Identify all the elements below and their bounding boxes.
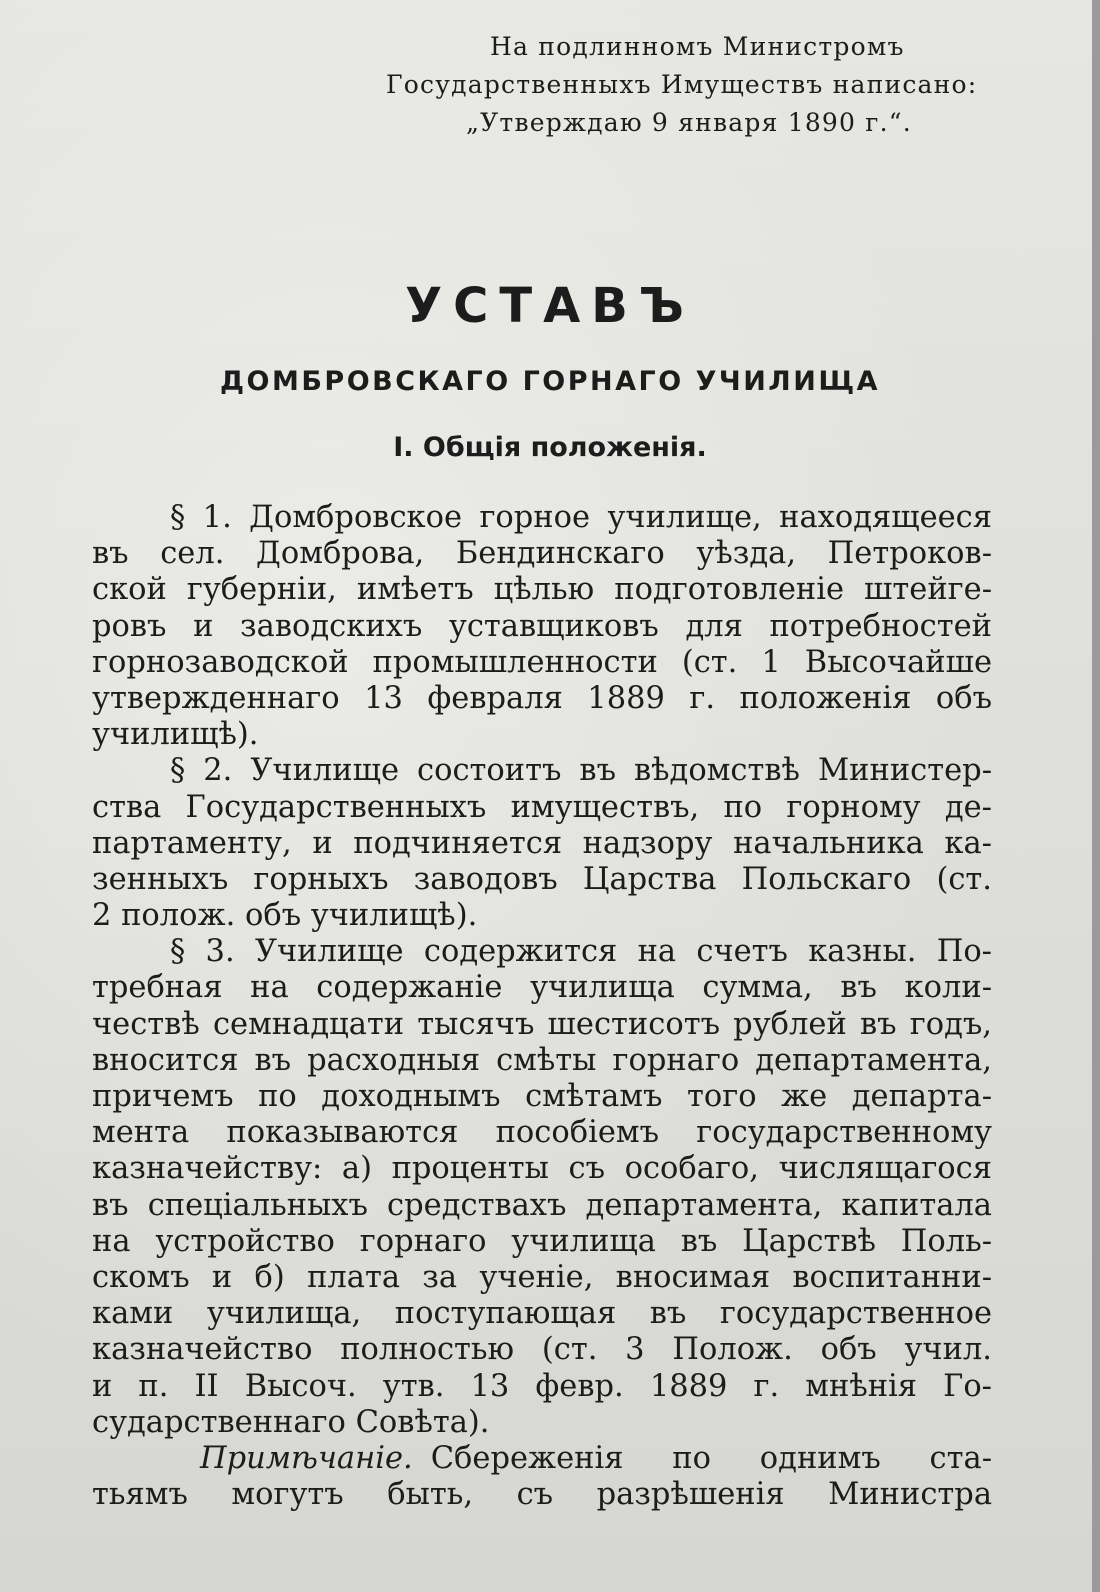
text-line: § 1. Домбровское горное училище, находящееся — [170, 500, 992, 535]
approval-line-2: Государственныхъ Имуществъ написано: — [386, 70, 978, 99]
body-text — [92, 500, 992, 1513]
text-line: зенныхъ горныхъ заводовъ Царства Польскаго (ст. — [92, 861, 992, 897]
text-line: вносится въ расходныя смѣты горнаго департамента, — [92, 1042, 992, 1078]
text-line: и п. II Высоч. утв. 13 февр. 1889 г. мнѣнія Го- — [92, 1368, 992, 1404]
text-line: казначейство полностью (ст. 3 Полож. объ учил. — [92, 1332, 992, 1368]
text-line: въ сел. Домброва, Бендинскаго уѣзда, Петроков- — [92, 536, 992, 572]
section-heading: I. Общія положенія. — [393, 432, 707, 463]
text-line: ства Государственныхъ имуществъ, по горному де- — [92, 789, 992, 825]
text-line: 2 полож. объ училищѣ). — [92, 898, 478, 934]
text-line: на устройство горнаго училища въ Царствѣ Поль- — [92, 1223, 992, 1259]
text-line: ровъ и заводскихъ уставщиковъ для потребностей — [92, 608, 992, 644]
text-line: горнозаводской промышленности (ст. 1 Высочайше — [92, 644, 992, 680]
text-line: партаменту, и подчиняется надзору начальника ка- — [92, 825, 992, 861]
text-line: скомъ и б) плата за ученіе, вносимая воспитанни- — [92, 1259, 992, 1295]
text-line: утвержденнаго 13 февраля 1889 г. положенія объ — [92, 680, 992, 716]
text-line: сударственнаго Совѣта). — [92, 1404, 490, 1440]
text-line: § 3. Училище содержится на счетъ казны. По- — [170, 934, 992, 970]
text-line: ской губерніи, имѣетъ цѣлью подготовленіе штейге- — [92, 572, 992, 608]
approval-line-3: „Утверждаю 9 января 1890 г.“. — [466, 108, 912, 137]
text-line: требная на содержаніе училища сумма, въ коли- — [92, 970, 992, 1006]
text-line: въ спеціальныхъ средствахъ департамента, капитала — [92, 1187, 992, 1223]
text-line: причемъ по доходнымъ смѣтамъ того же департа- — [92, 1079, 992, 1114]
note-line — [92, 1441, 992, 1477]
page-edge-shadow — [1092, 0, 1100, 1592]
document-subtitle: ДОМБРОВСКАГО ГОРНАГО УЧИЛИЩА — [219, 366, 881, 397]
text-line: чествѣ семнадцати тысячъ шестисотъ рублей въ годъ, — [92, 1006, 992, 1042]
approval-note — [386, 28, 1016, 142]
note-label: Примѣчаніе. — [200, 1440, 413, 1476]
text-line: тьямъ могутъ быть, съ разрѣшенія Министра — [92, 1477, 992, 1513]
text-line: § 2. Училище состоитъ въ вѣдомствѣ Министер- — [170, 753, 992, 789]
note-text: Сбереженія по однимъ ста- — [430, 1440, 992, 1476]
text-line: училищѣ). — [92, 717, 259, 753]
text-line: мента показываются пособіемъ государственному — [92, 1115, 992, 1151]
text-line: казначейству: а) проценты съ особаго, числящагося — [92, 1151, 992, 1187]
text-line: ками училища, поступающая въ государственное — [92, 1296, 992, 1332]
approval-line-1: На подлинномъ Министромъ — [490, 32, 905, 61]
document-title: УСТАВЪ — [405, 278, 695, 334]
